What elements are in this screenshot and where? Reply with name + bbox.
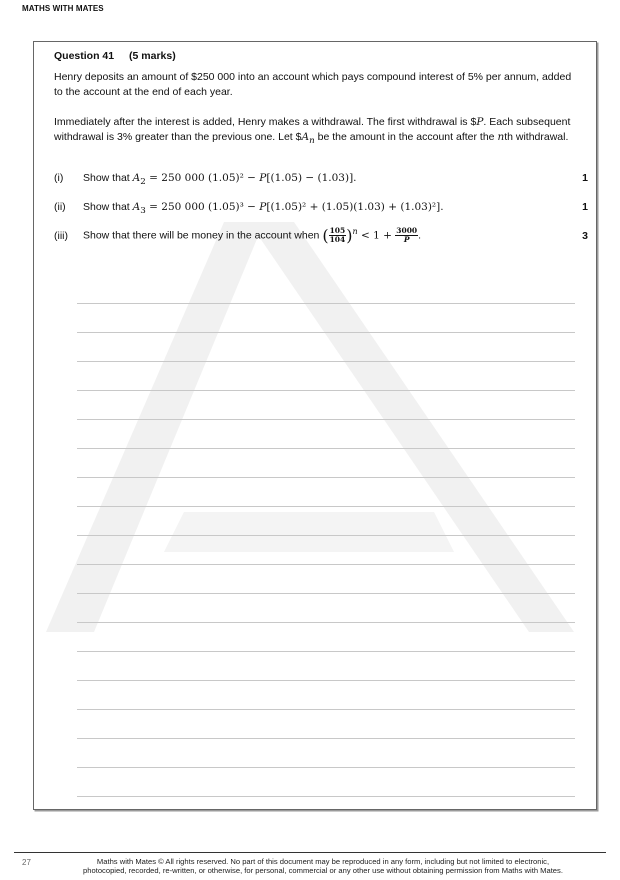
answer-line[interactable] — [77, 768, 575, 797]
frac-denominator: 104 — [329, 235, 346, 244]
fraction-105-104 — [329, 227, 347, 244]
subscript: 3 — [140, 206, 146, 217]
stem-text: Immediately after the interest is added, Henry makes a withdrawal. The first withdrawal is $ — [54, 116, 477, 128]
footer-divider — [14, 852, 606, 853]
answer-line[interactable] — [77, 565, 575, 594]
paren-close: ) — [346, 226, 353, 245]
part-text — [83, 201, 444, 216]
answer-line[interactable] — [77, 681, 575, 710]
part-marks: 1 — [582, 172, 588, 184]
stem-text: be the amount in the account after the — [314, 131, 498, 143]
exponent-n: n — [352, 226, 358, 236]
expression-tail: . — [418, 229, 422, 242]
answer-line[interactable] — [77, 449, 575, 478]
subscript: 2 — [140, 177, 146, 188]
stem-var-n: n — [497, 131, 505, 143]
stem-text: th withdrawal. — [504, 131, 569, 143]
var-p: P — [259, 201, 267, 213]
answer-line[interactable] — [77, 652, 575, 681]
question-marks: (5 marks) — [129, 50, 176, 62]
expression-tail: [(1.05) − (1.03)]. — [266, 172, 357, 184]
answer-line[interactable] — [77, 391, 575, 420]
part-prefix: Show that — [83, 172, 133, 184]
stem-var-a: A — [301, 131, 310, 143]
question-stem-2 — [54, 115, 572, 149]
copyright-line-1: Maths with Mates © All rights reserved. No part of this document may be reproduced in any form, including but not limited to electronic, — [96, 857, 550, 866]
part-number: (i) — [54, 172, 64, 184]
var-a: A — [132, 201, 141, 213]
part-prefix: Show that there will be money in the account when — [83, 229, 323, 242]
part-prefix: Show that — [83, 201, 133, 213]
answer-line[interactable] — [77, 739, 575, 768]
var-p: P — [259, 172, 267, 184]
expression-tail: [(1.05)² + (1.05)(1.03) + (1.03)²]. — [266, 201, 444, 213]
answer-line[interactable] — [77, 362, 575, 391]
frac-numerator: 105 — [329, 226, 346, 235]
paren-open: ( — [322, 226, 329, 245]
answer-lines[interactable] — [77, 275, 575, 797]
inequality: < 1 + — [357, 229, 396, 242]
answer-line[interactable] — [77, 420, 575, 449]
stem-var-p: P — [476, 116, 484, 128]
part-marks: 1 — [582, 201, 588, 213]
answer-line[interactable] — [77, 536, 575, 565]
answer-line[interactable] — [77, 333, 575, 362]
question-title — [54, 50, 176, 62]
part-ii — [54, 201, 588, 217]
stem-var-n-sub: n — [309, 136, 315, 147]
answer-line[interactable] — [77, 478, 575, 507]
question-frame — [33, 41, 597, 810]
fraction-3000-p — [395, 227, 418, 244]
copyright-line-2: photocopied, recorded, re-written, or otherwise, for personal, commercial or any other use without obtaining permission from Maths with Mates. — [83, 866, 563, 875]
copyright-notice — [38, 857, 608, 875]
part-text — [83, 172, 357, 187]
part-text — [83, 226, 421, 245]
answer-line[interactable] — [77, 304, 575, 333]
answer-line[interactable] — [77, 623, 575, 652]
part-number: (iii) — [54, 230, 68, 242]
var-a: A — [132, 172, 141, 184]
question-stem-1: Henry deposits an amount of $250 000 into an account which pays compound interest of 5% per annum, added to the account at the end of each year. — [54, 71, 572, 98]
expression: = 250 000 (1.05)³ − — [145, 201, 260, 213]
part-marks: 3 — [582, 230, 588, 242]
answer-line[interactable] — [77, 594, 575, 623]
answer-line[interactable] — [77, 507, 575, 536]
answer-line[interactable] — [77, 275, 575, 304]
stem-text: . Each subsequent withdrawal is 3% greater than the previous one. Let $ — [54, 116, 571, 143]
frac-denominator: P — [403, 235, 410, 244]
header-title: MATHS WITH MATES — [22, 4, 104, 13]
part-i — [54, 172, 588, 188]
frac-numerator: 3000 — [396, 226, 418, 235]
question-number: Question 41 — [54, 50, 115, 62]
page-number: 27 — [22, 858, 31, 867]
part-iii — [54, 226, 588, 246]
part-number: (ii) — [54, 201, 66, 213]
expression: = 250 000 (1.05)² − — [145, 172, 260, 184]
answer-line[interactable] — [77, 710, 575, 739]
